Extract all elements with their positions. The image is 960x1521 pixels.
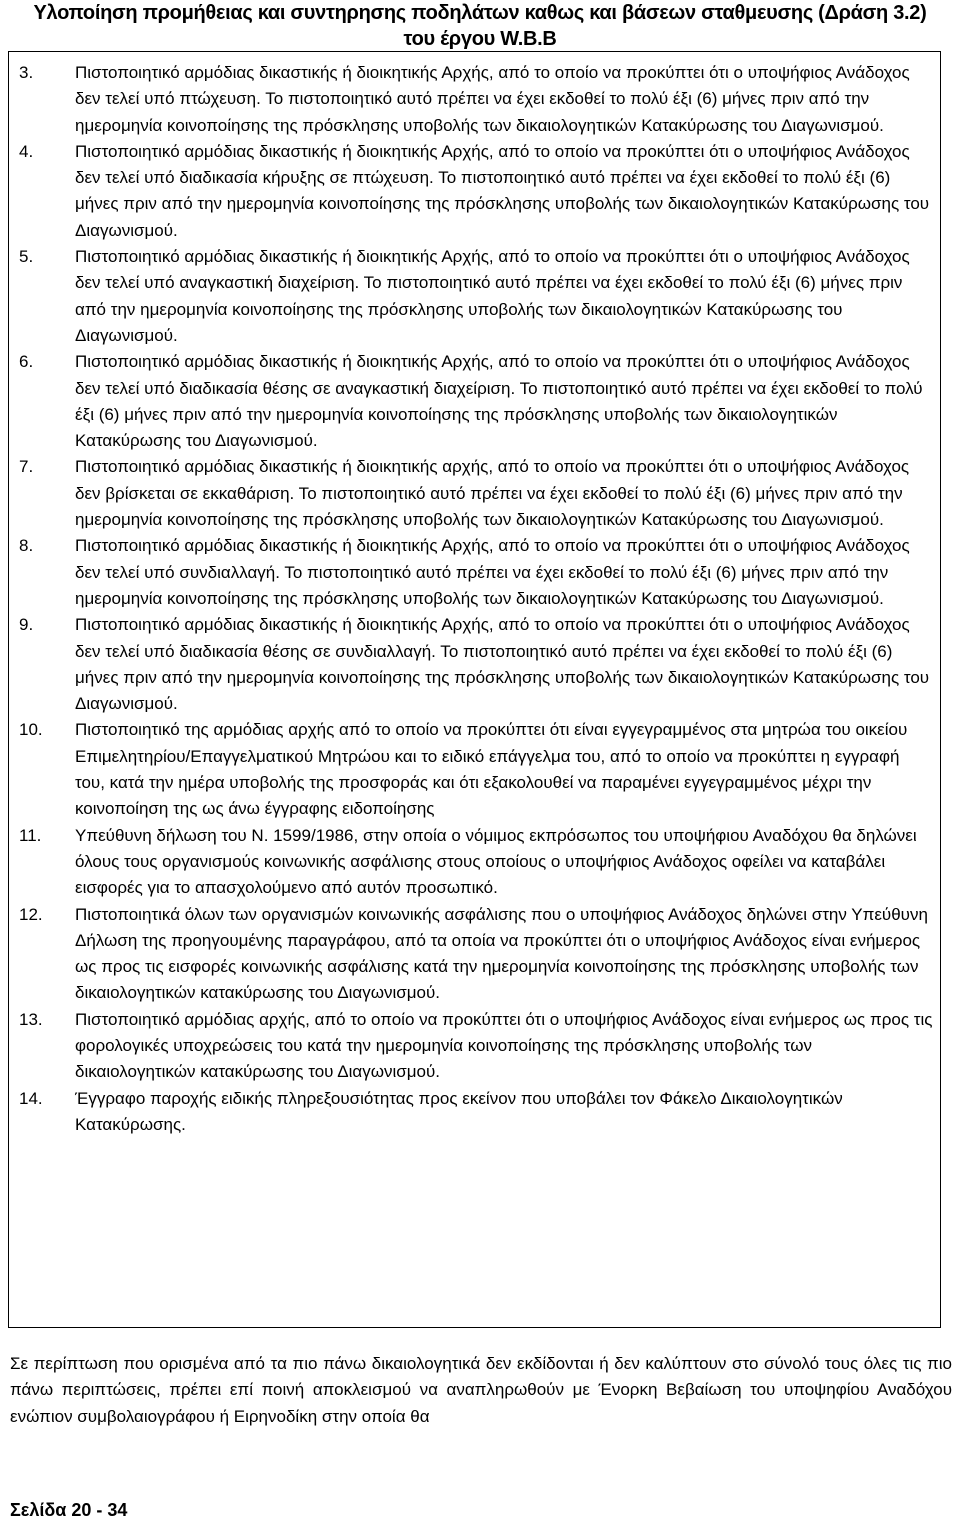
- list-item-text: Πιστοποιητικό αρμόδιας αρχής, από το οποίο να προκύπτει ότι ο υποψήφιος Ανάδοχος είναι ενήμερος ως προς τις φορολογικές υποχρεώσεις του κατά την ημερομηνία κοινοποίησης της πρόσκλησης υποβολής των δικαιολογητικών κατακύρωσης του Διαγωνισμού.: [75, 1009, 933, 1082]
- page-number: Σελίδα 20 - 34: [10, 1500, 128, 1520]
- list-item-number: 11.: [19, 825, 42, 845]
- list-item-number: 14.: [19, 1088, 43, 1108]
- list-item-number: 10.: [19, 720, 43, 740]
- list-item-text: Πιστοποιητικό αρμόδιας δικαστικής ή διοικητικής Αρχής, από το οποίο να προκύπτει ότι ο υποψήφιος Ανάδοχος δεν τελεί υπό διαδικασία θέσης σε συνδιαλλαγή. Το πιστοποιητικό αυτό πρέπει να έχει εκδοθεί το πολύ έξι (6) μήνες πριν από την ημερομηνία κοινοποίησης της πρόσκλησης υποβολής των δικαιολογητικών Κατακύρωσης του Διαγωνισμού.: [75, 615, 930, 714]
- list-item-text: Πιστοποιητικό αρμόδιας δικαστικής ή διοικητικής Αρχής, από το οποίο να προκύπτει ότι ο υποψήφιος Ανάδοχος δεν τελεί υπό αναγκαστική διαχείριση. Το πιστοποιητικό αυτό πρέπει να έχει εκδοθεί το πολύ έξι (6) μήνες πριν από την ημερομηνία κοινοποίησης της πρόσκλησης υποβολής των δικαιολογητικών Κατακύρωσης του Διαγωνισμού.: [75, 247, 910, 345]
- list-item-text: Έγγραφο παροχής ειδικής πληρεξουσιότητας προς εκείνον που υποβάλει τον Φάκελο Δικαιολογητικών Κατακύρωσης.: [75, 1088, 843, 1134]
- list-item: [9, 902, 940, 1007]
- list-item: [9, 349, 940, 454]
- list-item: [9, 1007, 940, 1086]
- list-item-number: 12.: [19, 904, 43, 924]
- list-item-text: Υπεύθυνη δήλωση του Ν. 1599/1986, στην οποία ο νόμιμος εκπρόσωπος του υποψήφιου Αναδόχου θα δηλώνει όλους τους οργανισμούς κοινωνικής ασφάλισης στους οποίους ο υποψήφιος Ανάδοχος οφείλει να καταβάλει εισφορές για το απασχολούμενο από αυτόν προσωπικό.: [75, 825, 917, 898]
- list-item: [9, 454, 940, 533]
- list-item-number: 5.: [19, 247, 34, 267]
- list-item-text: Πιστοποιητικό αρμόδιας δικαστικής ή διοικητικής Αρχής, από το οποίο να προκύπτει ότι ο υποψήφιος Ανάδοχος δεν τελεί υπό πτώχευση. Το πιστοποιητικό αυτό πρέπει να έχει εκδοθεί το πολύ έξι (6) μήνες πριν από την ημερομηνία κοινοποίησης της πρόσκλησης υποβολής των δικαιολογητικών Κατακύρωσης του Διαγωνισμού.: [75, 63, 910, 135]
- list-item-number: 7.: [19, 457, 34, 477]
- list-item-number: 8.: [19, 536, 34, 556]
- list-item-text: Πιστοποιητικό αρμόδιας δικαστικής ή διοικητικής Αρχής, από το οποίο να προκύπτει ότι ο υποψήφιος Ανάδοχος δεν τελεί υπό διαδικασία κήρυξης σε πτώχευση. Το πιστοποιητικό αυτό πρέπει να έχει εκδοθεί το πολύ έξι (6) μήνες πριν από την ημερομηνία κοινοποίησης της πρόσκλησης υποβολής των δικαιολογητικών Κατακύρωσης του Διαγωνισμού.: [75, 141, 930, 240]
- header-title-line-2: του έργου W.B.B: [403, 28, 557, 50]
- list-item-number: 6.: [19, 352, 34, 372]
- list-item: [9, 533, 940, 612]
- list-item: [9, 717, 940, 822]
- list-item-number: 3.: [19, 63, 34, 82]
- list-item: [9, 139, 940, 244]
- closing-paragraph: Σε περίπτωση που ορισμένα από τα πιο πάνω δικαιολογητικά δεν εκδίδονται ή δεν καλύπτουν στο σύνολό τους όλες τις πιο πάνω περιπτώσεις, πρέπει επί ποινή αποκλεισμού να αναπληρωθούν με Ένορκη Βεβαίωση του υποψηφίου Αναδόχου ενώπιον συμβολαιογράφου ή Ειρηνοδίκη στην οποία θα: [10, 1354, 952, 1426]
- list-item-text: Πιστοποιητικό αρμόδιας δικαστικής ή διοικητικής αρχής, από το οποίο να προκύπτει ότι ο υποψήφιος Ανάδοχος δεν βρίσκεται σε εκκαθάριση. Το πιστοποιητικό αυτό πρέπει να έχει εκδοθεί το πολύ έξι (6) μήνες πριν από την ημερομηνία κοινοποίησης της πρόσκλησης υποβολής των δικαιολογητικών Κατακύρωσης του Διαγωνισμού.: [75, 457, 910, 530]
- list-item: [9, 1086, 940, 1139]
- list-item: [9, 823, 940, 902]
- list-item: [9, 244, 940, 349]
- list-item-text: Πιστοποιητικό της αρμόδιας αρχής από το οποίο να προκύπτει ότι είναι εγγεγραμμένος στα μητρώα του οικείου Επιμελητηρίου/Επαγγελματικού Μητρώου και το ειδικό επάγγελμα του, από το οποίο να προκύπτει η εγγραφή του, κατά την ημέρα υποβολής της προσφοράς και ότι εξακολουθεί να παραμένει εγγεγραμμένος μέχρι την κοινοποίηση της ως άνω έγγραφης ειδοποίησης: [75, 720, 908, 819]
- header-title-line-1: Υλοποίηση προμήθειας και συντηρησης ποδηλάτων καθως και βάσεων σταθμευσης (Δράση 3.2): [33, 2, 927, 24]
- requirements-list: [9, 60, 940, 1138]
- list-item-text: Πιστοποιητικό αρμόδιας δικαστικής ή διοικητικής Αρχής, από το οποίο να προκύπτει ότι ο υποψήφιος Ανάδοχος δεν τελεί υπό συνδιαλλαγή. Το πιστοποιητικό αυτό πρέπει να έχει εκδοθεί το πολύ έξι (6) μήνες πριν από την ημερομηνία κοινοποίησης της πρόσκλησης υποβολής των δικαιολογητικών Κατακύρωσης του Διαγωνισμού.: [75, 536, 910, 608]
- list-item-number: 13.: [19, 1009, 43, 1029]
- list-item: [9, 60, 940, 139]
- list-item-number: 4.: [19, 141, 34, 161]
- requirements-box: [8, 51, 941, 1328]
- list-item-text: Πιστοποιητικό αρμόδιας δικαστικής ή διοικητικής Αρχής, από το οποίο να προκύπτει ότι ο υποψήφιος Ανάδοχος δεν τελεί υπό διαδικασία θέσης σε αναγκαστική διαχείριση. Το πιστοποιητικό αυτό πρέπει να έχει εκδοθεί το πολύ έξι (6) μήνες πριν από την ημερομηνία κοινοποίησης της πρόσκλησης υποβολής των δικαιολογητικών Κατακύρωσης του Διαγωνισμού.: [75, 352, 923, 451]
- list-item: [9, 612, 940, 717]
- list-item-number: 9.: [19, 615, 34, 635]
- list-item-text: Πιστοποιητικά όλων των οργανισμών κοινωνικής ασφάλισης που ο υποψήφιος Ανάδοχος δηλώνει στην Υπεύθυνη Δήλωση της προηγουμένης παραγράφου, από τα οποία να προκύπτει ότι ο υποψήφιος Ανάδοχος είναι ενήμερος ως προς τις εισφορές κοινωνικής ασφάλισης κατά την ημερομηνία κοινοποίησης της πρόσκλησης υποβολής των δικαιολογητικών κατακύρωσης του Διαγωνισμού.: [75, 904, 928, 1003]
- document-header: [0, 0, 960, 52]
